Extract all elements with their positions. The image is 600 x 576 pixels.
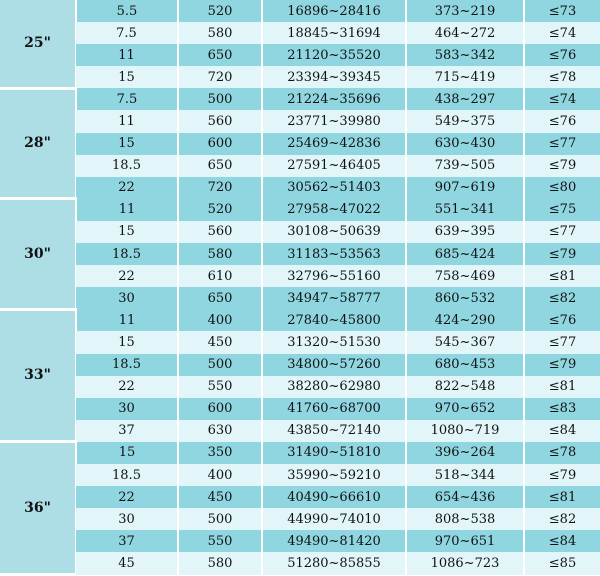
range-b-cell: 583~342 <box>406 44 524 66</box>
range-a-cell: 23394~39345 <box>262 66 406 88</box>
range-b-cell: 808~538 <box>406 508 524 530</box>
table-row <box>0 243 600 265</box>
range-a-cell: 31183~53563 <box>262 243 406 265</box>
table-row <box>0 155 600 177</box>
power-cell: 15 <box>76 133 178 155</box>
limit-cell: ≤79 <box>524 464 600 486</box>
range-a-cell: 31490~51810 <box>262 442 406 464</box>
speed-cell: 720 <box>178 177 262 199</box>
table-row <box>0 354 600 376</box>
range-b-cell: 680~453 <box>406 354 524 376</box>
range-b-cell: 545~367 <box>406 331 524 353</box>
table-row <box>0 442 600 464</box>
table-row <box>0 376 600 398</box>
power-cell: 7.5 <box>76 88 178 110</box>
speed-cell: 400 <box>178 309 262 331</box>
range-a-cell: 27958~47022 <box>262 199 406 221</box>
range-b-cell: 970~652 <box>406 398 524 420</box>
power-cell: 22 <box>76 177 178 199</box>
limit-cell: ≤84 <box>524 530 600 552</box>
range-b-cell: 438~297 <box>406 88 524 110</box>
range-b-cell: 639~395 <box>406 221 524 243</box>
range-b-cell: 822~548 <box>406 376 524 398</box>
power-cell: 11 <box>76 309 178 331</box>
table-row <box>0 44 600 66</box>
speed-cell: 610 <box>178 265 262 287</box>
speed-cell: 350 <box>178 442 262 464</box>
speed-cell: 450 <box>178 486 262 508</box>
table-row <box>0 265 600 287</box>
range-a-cell: 27840~45800 <box>262 309 406 331</box>
limit-cell: ≤79 <box>524 243 600 265</box>
range-a-cell: 30562~51403 <box>262 177 406 199</box>
speed-cell: 580 <box>178 22 262 44</box>
speed-cell: 560 <box>178 110 262 132</box>
range-b-cell: 758~469 <box>406 265 524 287</box>
range-b-cell: 464~272 <box>406 22 524 44</box>
power-cell: 11 <box>76 44 178 66</box>
range-a-cell: 23771~39980 <box>262 110 406 132</box>
power-cell: 15 <box>76 221 178 243</box>
limit-cell: ≤81 <box>524 265 600 287</box>
table-row <box>0 420 600 442</box>
range-b-cell: 551~341 <box>406 199 524 221</box>
power-cell: 18.5 <box>76 464 178 486</box>
table-row <box>0 221 600 243</box>
power-cell: 22 <box>76 265 178 287</box>
table-row <box>0 508 600 530</box>
table-row <box>0 530 600 552</box>
table-row <box>0 88 600 110</box>
range-a-cell: 31320~51530 <box>262 331 406 353</box>
power-cell: 22 <box>76 376 178 398</box>
range-b-cell: 630~430 <box>406 133 524 155</box>
table-row <box>0 0 600 22</box>
limit-cell: ≤82 <box>524 287 600 309</box>
group-label: 30" <box>0 199 76 309</box>
table-row <box>0 309 600 331</box>
range-a-cell: 21120~35520 <box>262 44 406 66</box>
speed-cell: 580 <box>178 552 262 574</box>
limit-cell: ≤79 <box>524 354 600 376</box>
limit-cell: ≤74 <box>524 88 600 110</box>
power-cell: 30 <box>76 287 178 309</box>
range-b-cell: 373~219 <box>406 0 524 22</box>
speed-cell: 550 <box>178 530 262 552</box>
range-a-cell: 44990~74010 <box>262 508 406 530</box>
limit-cell: ≤76 <box>524 44 600 66</box>
power-cell: 15 <box>76 331 178 353</box>
table-row <box>0 287 600 309</box>
range-b-cell: 860~532 <box>406 287 524 309</box>
limit-cell: ≤79 <box>524 155 600 177</box>
speed-cell: 500 <box>178 88 262 110</box>
range-a-cell: 30108~50639 <box>262 221 406 243</box>
range-a-cell: 43850~72140 <box>262 420 406 442</box>
table-row <box>0 486 600 508</box>
power-cell: 22 <box>76 486 178 508</box>
speed-cell: 500 <box>178 508 262 530</box>
table-row <box>0 398 600 420</box>
range-b-cell: 549~375 <box>406 110 524 132</box>
speed-cell: 650 <box>178 287 262 309</box>
range-a-cell: 25469~42836 <box>262 133 406 155</box>
range-a-cell: 27591~46405 <box>262 155 406 177</box>
range-a-cell: 34947~58777 <box>262 287 406 309</box>
speed-cell: 600 <box>178 398 262 420</box>
range-a-cell: 16896~28416 <box>262 0 406 22</box>
limit-cell: ≤83 <box>524 398 600 420</box>
group-label: 25" <box>0 0 76 88</box>
range-a-cell: 18845~31694 <box>262 22 406 44</box>
power-cell: 37 <box>76 530 178 552</box>
group-label: 33" <box>0 309 76 442</box>
power-cell: 11 <box>76 110 178 132</box>
power-cell: 18.5 <box>76 354 178 376</box>
speed-cell: 520 <box>178 199 262 221</box>
speed-cell: 400 <box>178 464 262 486</box>
power-cell: 37 <box>76 420 178 442</box>
limit-cell: ≤84 <box>524 420 600 442</box>
table-row <box>0 177 600 199</box>
range-a-cell: 35990~59210 <box>262 464 406 486</box>
range-b-cell: 1086~723 <box>406 552 524 574</box>
range-a-cell: 51280~85855 <box>262 552 406 574</box>
range-b-cell: 970~651 <box>406 530 524 552</box>
limit-cell: ≤73 <box>524 0 600 22</box>
range-b-cell: 654~436 <box>406 486 524 508</box>
limit-cell: ≤74 <box>524 22 600 44</box>
table-row <box>0 464 600 486</box>
limit-cell: ≤77 <box>524 221 600 243</box>
range-a-cell: 21224~35696 <box>262 88 406 110</box>
range-b-cell: 1080~719 <box>406 420 524 442</box>
range-b-cell: 685~424 <box>406 243 524 265</box>
speed-cell: 720 <box>178 66 262 88</box>
power-cell: 11 <box>76 199 178 221</box>
group-label: 36" <box>0 442 76 575</box>
power-cell: 30 <box>76 398 178 420</box>
speed-cell: 580 <box>178 243 262 265</box>
range-b-cell: 907~619 <box>406 177 524 199</box>
speed-cell: 650 <box>178 44 262 66</box>
limit-cell: ≤75 <box>524 199 600 221</box>
table-row <box>0 133 600 155</box>
limit-cell: ≤77 <box>524 133 600 155</box>
range-b-cell: 518~344 <box>406 464 524 486</box>
speed-cell: 560 <box>178 221 262 243</box>
range-b-cell: 396~264 <box>406 442 524 464</box>
range-a-cell: 34800~57260 <box>262 354 406 376</box>
power-cell: 45 <box>76 552 178 574</box>
table-row <box>0 110 600 132</box>
group-label: 28" <box>0 88 76 198</box>
limit-cell: ≤76 <box>524 110 600 132</box>
table-row <box>0 331 600 353</box>
range-b-cell: 715~419 <box>406 66 524 88</box>
limit-cell: ≤81 <box>524 376 600 398</box>
limit-cell: ≤76 <box>524 309 600 331</box>
limit-cell: ≤82 <box>524 508 600 530</box>
speed-cell: 450 <box>178 331 262 353</box>
limit-cell: ≤78 <box>524 66 600 88</box>
speed-cell: 500 <box>178 354 262 376</box>
speed-cell: 550 <box>178 376 262 398</box>
speed-cell: 600 <box>178 133 262 155</box>
limit-cell: ≤80 <box>524 177 600 199</box>
table-row <box>0 66 600 88</box>
speed-cell: 520 <box>178 0 262 22</box>
limit-cell: ≤77 <box>524 331 600 353</box>
range-a-cell: 40490~66610 <box>262 486 406 508</box>
power-cell: 15 <box>76 442 178 464</box>
range-b-cell: 424~290 <box>406 309 524 331</box>
speed-cell: 630 <box>178 420 262 442</box>
range-a-cell: 49490~81420 <box>262 530 406 552</box>
range-b-cell: 739~505 <box>406 155 524 177</box>
speed-cell: 650 <box>178 155 262 177</box>
power-cell: 7.5 <box>76 22 178 44</box>
range-a-cell: 38280~62980 <box>262 376 406 398</box>
table-row <box>0 552 600 574</box>
table-row <box>0 199 600 221</box>
range-a-cell: 41760~68700 <box>262 398 406 420</box>
limit-cell: ≤81 <box>524 486 600 508</box>
limit-cell: ≤85 <box>524 552 600 574</box>
power-cell: 5.5 <box>76 0 178 22</box>
power-cell: 15 <box>76 66 178 88</box>
power-cell: 18.5 <box>76 155 178 177</box>
power-cell: 18.5 <box>76 243 178 265</box>
range-a-cell: 32796~55160 <box>262 265 406 287</box>
power-cell: 30 <box>76 508 178 530</box>
table-row <box>0 22 600 44</box>
limit-cell: ≤78 <box>524 442 600 464</box>
